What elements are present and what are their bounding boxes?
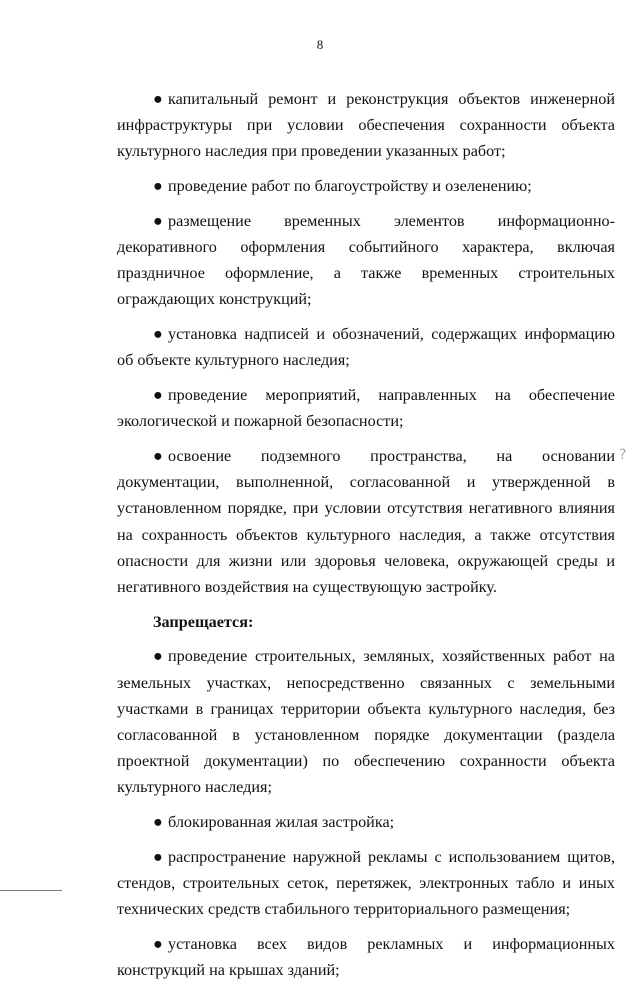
- prohibited-list: [117, 643, 615, 983]
- bullet-icon: ●: [153, 386, 163, 405]
- margin-question-mark: ?: [619, 447, 627, 463]
- bullet-icon: ●: [153, 934, 163, 953]
- bullet-icon: ●: [153, 90, 163, 108]
- list-item-text: капитальный ремонт и реконструкция объектов инженерной инфраструктуры при условии обеспечения сохранности объекта культурного наследия при проведении указанных работ;: [117, 90, 615, 161]
- list-item: [117, 844, 615, 923]
- page-number: 8: [316, 37, 324, 52]
- list-item: [117, 643, 615, 800]
- allowed-list: [117, 86, 615, 600]
- list-item: [117, 382, 615, 434]
- list-item-text: распространение наружной рекламы с использованием щитов, стендов, строительных сеток, перетяжек, электронных табло и иных технических средств стабильного территориального размещения;: [117, 847, 615, 919]
- list-item-text: проведение мероприятий, направленных на обеспечение экологической и пожарной безопасности;: [117, 386, 615, 431]
- scan-edge-line: [0, 890, 62, 891]
- list-item-text: проведение работ по благоустройству и озеленению;: [168, 177, 532, 196]
- bullet-icon: ●: [153, 446, 163, 465]
- list-item-text: блокированная жилая застройка;: [168, 813, 395, 832]
- list-item-text: установка надписей и обозначений, содержащих информацию об объекте культурного наследия;: [117, 325, 615, 370]
- list-item-text: размещение временных элементов информационно-декоративного оформления событийного характера, включая праздничное оформление, а также временных строительных ограждающих конструкций;: [117, 211, 615, 309]
- list-item: [117, 208, 615, 313]
- list-item: [117, 321, 615, 373]
- list-item: [117, 86, 615, 165]
- list-item-text: проведение строительных, земляных, хозяйственных работ на земельных участках, непосредственно связанных с земельными участками в границах территории объекта культурного наследия, без согласованной в установленном порядке документации (раздела проектной документации) по обеспечению сохранности объекта культурного наследия;: [117, 647, 615, 797]
- list-item: [117, 809, 615, 835]
- bullet-icon: ●: [153, 847, 163, 866]
- list-item-text: освоение подземного пространства, на основании документации, выполненной, согласованной и утвержденной в установленном порядке, при условии отсутствия негативного влияния на сохранность объектов культурного наследия, а также отсутствия опасности для жизни или здоровья человека, окружающей среды и негативного воздействия на существующую застройку.: [117, 446, 615, 596]
- bullet-icon: ●: [153, 813, 163, 832]
- bullet-icon: ●: [153, 177, 163, 196]
- list-item-text: установка всех видов рекламных и информационных конструкций на крышах зданий;: [117, 934, 615, 980]
- list-item: [117, 931, 615, 983]
- bullet-icon: ●: [153, 647, 163, 666]
- bullet-icon: ●: [153, 325, 163, 344]
- document-body: [117, 86, 615, 989]
- list-item: [117, 173, 615, 199]
- list-item: [117, 443, 615, 600]
- prohibited-heading: Запрещается:: [153, 612, 254, 631]
- bullet-icon: ●: [153, 211, 163, 230]
